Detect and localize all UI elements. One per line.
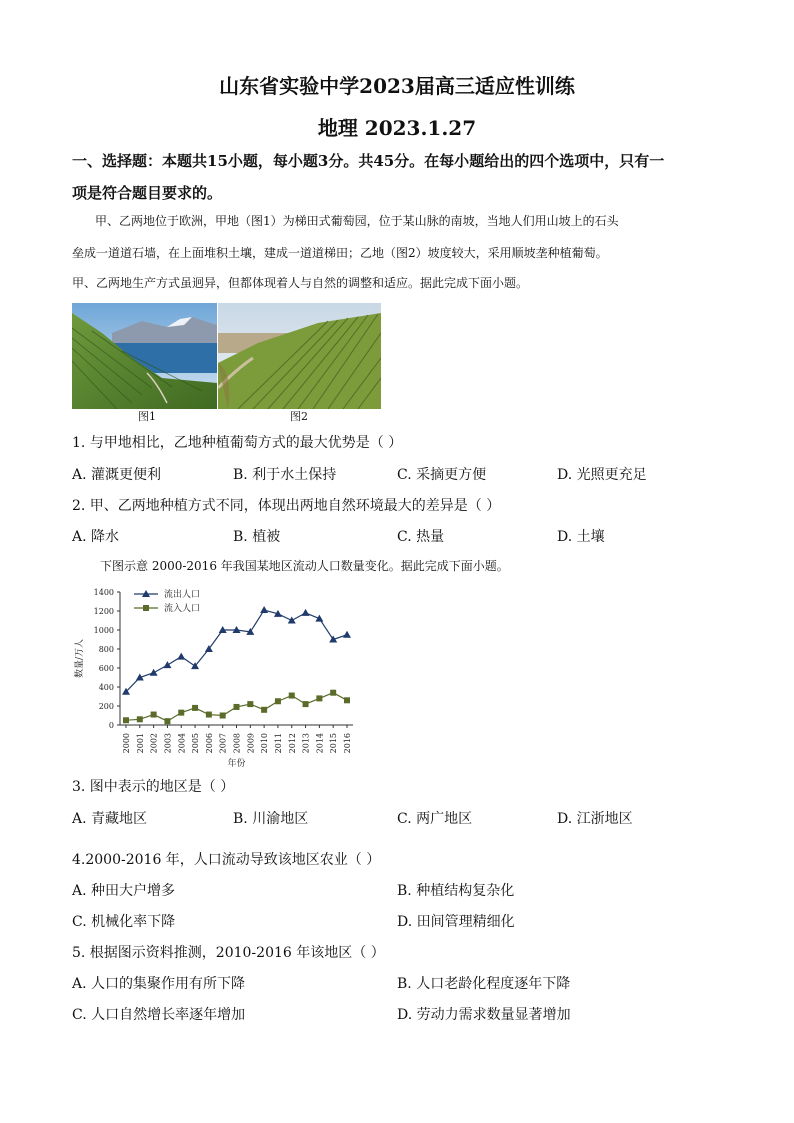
y-tick-label: 0 xyxy=(108,721,114,730)
data-point xyxy=(344,697,350,703)
y-tick-label: 600 xyxy=(98,664,114,673)
q5-option-d: D. 劳动力需求数量显著增加 xyxy=(397,1007,571,1023)
q5-option-c: C. 人口自然增长率逐年增加 xyxy=(72,1007,246,1023)
q3-option-b: B. 川渝地区 xyxy=(233,811,309,827)
passage1-line3: 甲、乙两地生产方式虽迥异，但都体现着人与自然的调整和适应。据此完成下面小题。 xyxy=(72,276,529,290)
x-tick-label: 2007 xyxy=(218,733,228,754)
section-heading-line2: 项是符合题目要求的。 xyxy=(72,184,223,202)
q4-option-d: D. 田间管理精细化 xyxy=(397,914,515,930)
section-heading-line1: 一、选择题：本题共15小题，每小题3分。共45分。在每小题给出的四个选项中，只有一 xyxy=(72,152,665,170)
x-tick-label: 2006 xyxy=(204,733,214,754)
data-point xyxy=(151,712,157,718)
x-tick-label: 2016 xyxy=(343,733,352,754)
passage1-line1: 甲、乙两地位于欧洲，甲地（图1）为梯田式葡萄园，位于某山脉的南坡，当地人们用山坡上的石头 xyxy=(95,214,619,228)
data-point xyxy=(192,705,198,711)
data-point xyxy=(150,669,158,676)
legend-label: 流入人口 xyxy=(164,604,201,614)
y-tick-label: 800 xyxy=(98,645,114,654)
passage2-line: 下图示意 2000-2016 年我国某地区流动人口数量变化。据此完成下面小题。 xyxy=(100,559,509,573)
data-point xyxy=(247,701,253,707)
x-axis-label: 年份 xyxy=(227,759,246,769)
y-tick-label: 400 xyxy=(98,683,114,692)
data-point xyxy=(137,716,143,722)
x-tick-label: 2015 xyxy=(329,733,339,754)
x-tick-label: 2011 xyxy=(273,733,283,754)
data-point xyxy=(302,609,310,616)
q2-option-b: B. 植被 xyxy=(233,529,281,545)
x-tick-label: 2004 xyxy=(177,733,187,754)
q1-option-d: D. 光照更充足 xyxy=(557,467,647,483)
x-tick-label: 2010 xyxy=(260,733,270,754)
x-tick-label: 2013 xyxy=(301,733,311,754)
data-point xyxy=(315,615,323,622)
q5-option-b: B. 人口老龄化程度逐年下降 xyxy=(397,976,571,992)
question-1-stem: 1. 与甲地相比，乙地种植葡萄方式的最大优势是（ ） xyxy=(72,435,403,451)
data-point xyxy=(178,710,184,716)
passage1-line2: 垒成一道道石墙，在上面堆积土壤，建成一道道梯田；乙地（图2）坡度较大，采用顺坡垄种植葡萄。 xyxy=(72,246,608,260)
legend-label: 流出人口 xyxy=(164,590,201,600)
x-tick-label: 2012 xyxy=(287,733,297,754)
data-point xyxy=(275,698,281,704)
x-tick-label: 2008 xyxy=(232,733,242,754)
data-point xyxy=(143,605,149,611)
y-axis-label: 数量/万人 xyxy=(75,638,85,679)
series-line-1 xyxy=(126,610,347,692)
data-point xyxy=(177,653,185,660)
y-tick-label: 1400 xyxy=(93,588,114,597)
q1-option-a: A. 灌溉更便利 xyxy=(72,467,162,483)
figure1-photo xyxy=(72,303,217,409)
exam-title: 山东省实验中学2023届高三适应性训练 xyxy=(219,74,575,98)
question-5-stem: 5. 根据图示资料推测，2010-2016 年该地区（ ） xyxy=(72,945,385,961)
y-tick-label: 1000 xyxy=(93,626,114,635)
q1-option-c: C. 采摘更方便 xyxy=(397,467,487,483)
q3-option-c: C. 两广地区 xyxy=(397,811,473,827)
data-point xyxy=(123,717,129,723)
data-point xyxy=(163,661,171,668)
x-tick-label: 2014 xyxy=(315,733,325,754)
q4-option-c: C. 机械化率下降 xyxy=(72,914,176,930)
q4-option-b: B. 种植结构复杂化 xyxy=(397,883,515,899)
q3-option-a: A. 青藏地区 xyxy=(72,811,148,827)
q3-option-d: D. 江浙地区 xyxy=(557,811,633,827)
x-tick-label: 2005 xyxy=(191,733,201,754)
question-4-stem: 4.2000-2016 年，人口流动导致该地区农业（ ） xyxy=(72,852,381,868)
data-point xyxy=(316,695,322,701)
figure2-caption: 图2 xyxy=(290,410,308,423)
data-point xyxy=(234,704,240,710)
q2-option-a: A. 降水 xyxy=(72,529,120,545)
question-2-stem: 2. 甲、乙两地种植方式不同，体现出两地自然环境最大的差异是（ ） xyxy=(72,498,501,514)
data-point xyxy=(303,701,309,707)
y-tick-label: 1200 xyxy=(93,607,114,616)
x-tick-label: 2000 xyxy=(122,733,131,754)
figure1-caption: 图1 xyxy=(138,410,156,423)
data-point xyxy=(330,690,336,696)
data-point xyxy=(288,617,296,624)
exam-subtitle: 地理 2023.1.27 xyxy=(317,116,477,140)
q1-option-b: B. 利于水土保持 xyxy=(233,467,337,483)
data-point xyxy=(206,712,212,718)
q4-option-a: A. 种田大户增多 xyxy=(72,883,176,899)
population-flow-chart xyxy=(68,580,368,772)
q5-option-a: A. 人口的集聚作用有所下降 xyxy=(72,976,246,992)
data-point xyxy=(261,707,267,713)
data-point xyxy=(343,631,351,638)
data-point xyxy=(164,718,170,724)
q2-option-d: D. 土壤 xyxy=(557,529,605,545)
data-point xyxy=(289,693,295,699)
q2-option-c: C. 热量 xyxy=(397,529,445,545)
x-tick-label: 2009 xyxy=(246,733,256,754)
y-tick-label: 200 xyxy=(98,702,114,711)
x-tick-label: 2002 xyxy=(149,733,159,754)
question-3-stem: 3. 图中表示的地区是（ ） xyxy=(72,779,235,795)
data-point xyxy=(260,606,268,613)
x-tick-label: 2001 xyxy=(135,733,145,754)
x-tick-label: 2003 xyxy=(163,733,173,754)
figure2-photo xyxy=(218,303,381,409)
data-point xyxy=(220,713,226,719)
